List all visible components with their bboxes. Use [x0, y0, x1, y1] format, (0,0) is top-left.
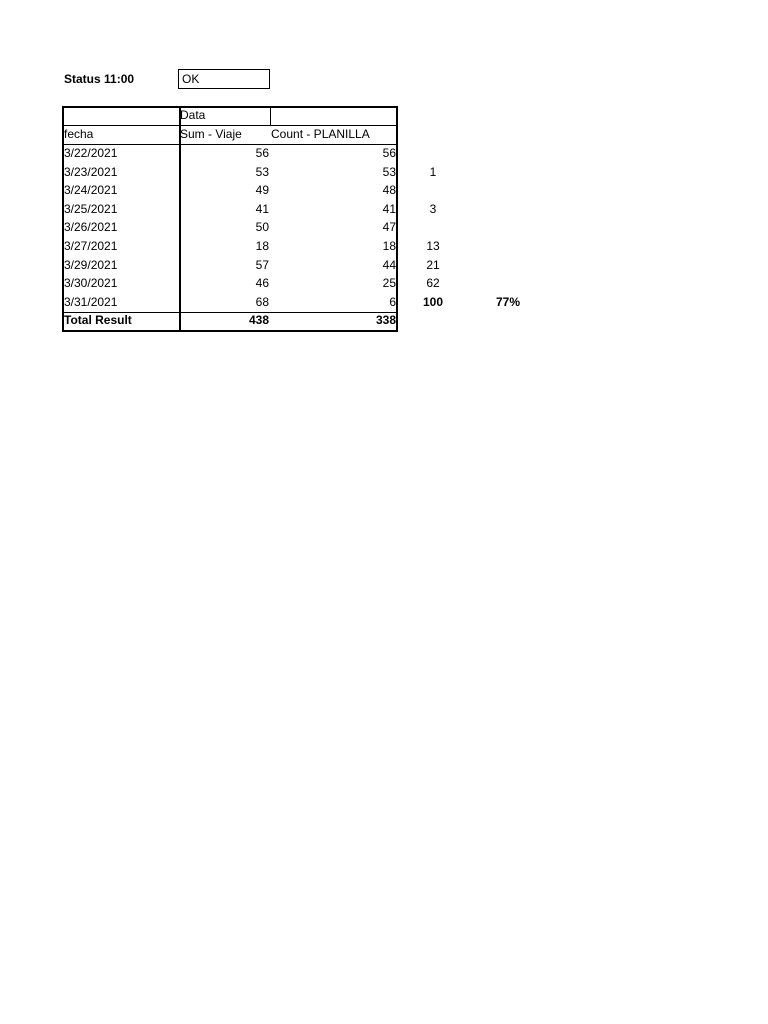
pivot-data-header: Data [180, 108, 206, 122]
pivot-row-planilla: 47 [382, 220, 396, 234]
pivot-total-viaje: 438 [248, 313, 269, 327]
pivot-row-planilla: 25 [382, 276, 396, 290]
pivot-row-fecha: 3/22/2021 [64, 146, 118, 160]
pivot-row-fecha: 3/27/2021 [64, 239, 118, 253]
pivot-row-planilla: 41 [382, 202, 396, 216]
pivot-row-fecha: 3/25/2021 [64, 202, 118, 216]
side-value [413, 181, 453, 199]
pivot-col-divider-2 [270, 108, 271, 126]
side-value: 21 [426, 258, 440, 272]
pivot-col1-header: Sum - Viaje [180, 127, 242, 141]
pivot-row-viaje: 46 [255, 276, 269, 290]
pivot-col2-header: Count - PLANILLA [271, 127, 370, 141]
pivot-row-viaje: 57 [255, 258, 269, 272]
pivot-total-planilla: 338 [375, 313, 396, 327]
side-value: 100 [422, 295, 444, 309]
pivot-total-label: Total Result [64, 313, 132, 327]
pivot-row-viaje: 53 [255, 165, 269, 179]
pivot-row-fecha: 3/26/2021 [64, 220, 118, 234]
pivot-row-fecha: 3/23/2021 [64, 165, 118, 179]
status-value-cell[interactable]: OK [178, 69, 270, 89]
pivot-row-fecha: 3/29/2021 [64, 258, 118, 272]
side-value [413, 218, 453, 236]
side-percentage: 77% [496, 295, 521, 309]
side-value: 13 [426, 239, 440, 253]
pivot-row-viaje: 50 [255, 220, 269, 234]
pivot-row-viaje: 18 [255, 239, 269, 253]
side-value: 3 [429, 202, 437, 216]
pivot-row-viaje: 49 [255, 183, 269, 197]
pivot-row-viaje: 68 [255, 295, 269, 309]
side-value: 62 [426, 276, 440, 290]
pivot-row-fecha: 3/30/2021 [64, 276, 118, 290]
pivot-row-viaje: 41 [255, 202, 269, 216]
pivot-row-planilla: 48 [382, 183, 396, 197]
pivot-row-planilla: 56 [382, 146, 396, 160]
status-label: Status 11:00 [64, 72, 135, 86]
pivot-row-planilla: 6 [389, 295, 396, 309]
pivot-row-fecha: 3/31/2021 [64, 295, 118, 309]
side-value: 1 [429, 165, 437, 179]
side-value [413, 144, 453, 162]
pivot-row-field-header: fecha [64, 127, 94, 141]
pivot-row-planilla: 18 [382, 239, 396, 253]
pivot-row-planilla: 53 [382, 165, 396, 179]
pivot-row-viaje: 56 [255, 146, 269, 160]
pivot-row-planilla: 44 [382, 258, 396, 272]
pivot-row-fecha: 3/24/2021 [64, 183, 118, 197]
